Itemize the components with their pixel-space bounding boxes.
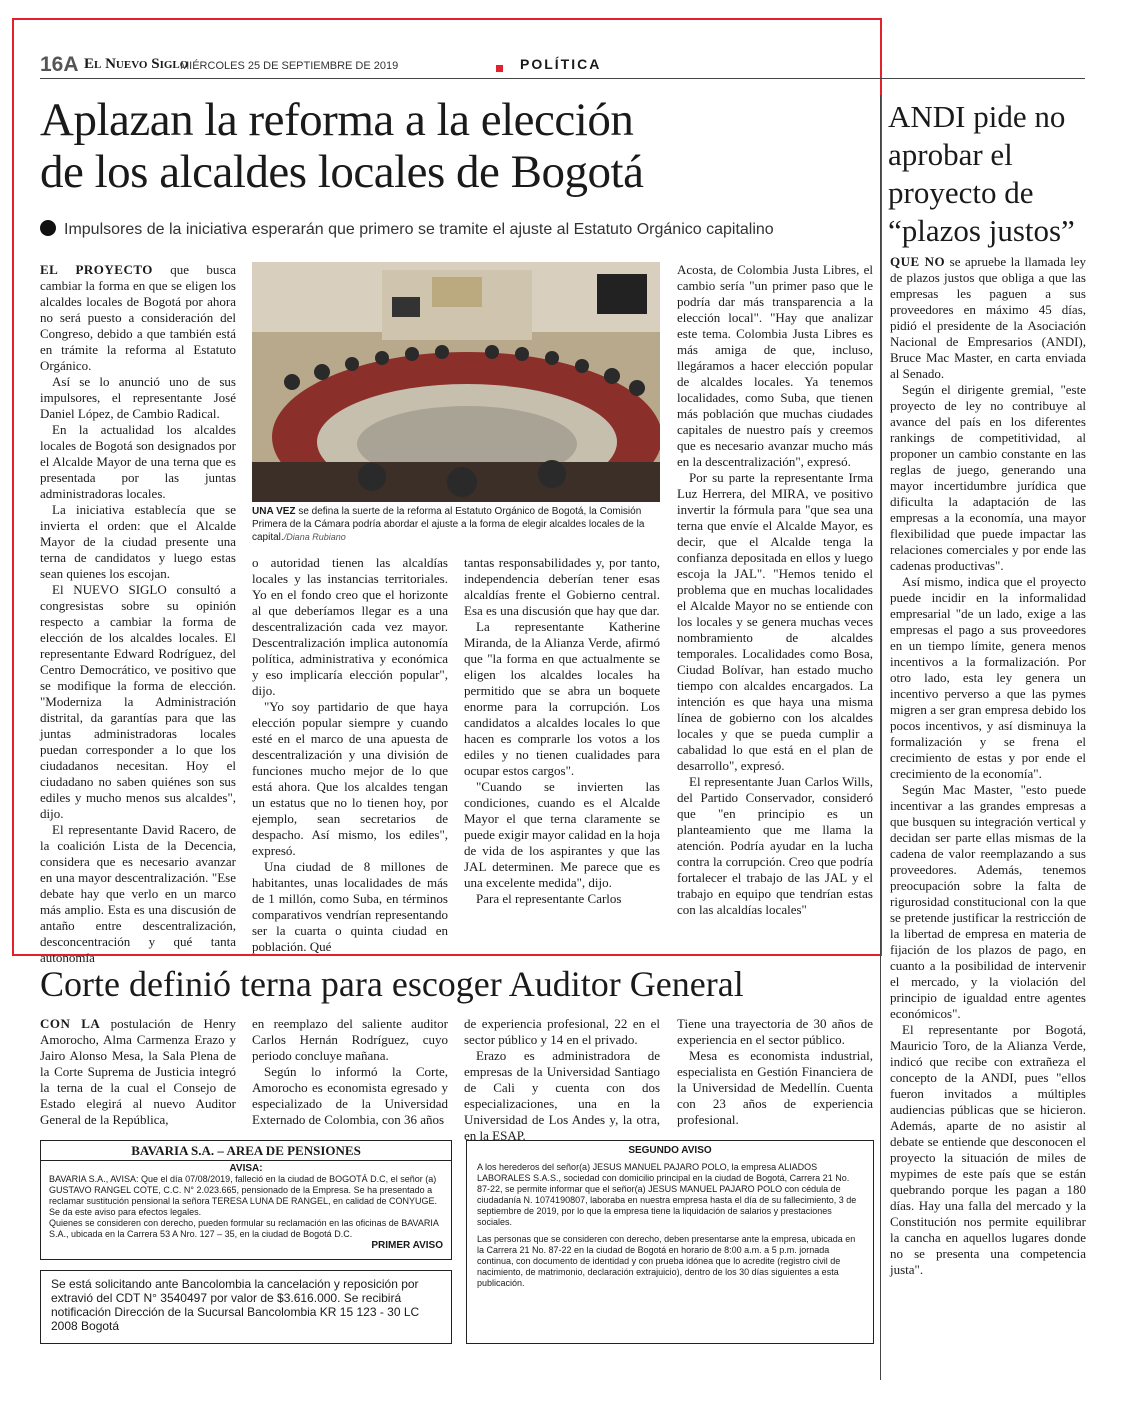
paragraph: La representante Katherine Miranda, de la Alianza Verde, afirmó que "la forma en que actualmente se eligen los alcaldes locales ha permitido que se abra un boquete enorme para la corrupción. Los candidatos a alcaldes locales lo que hacen es comprarle los votos a los ediles y no tienen cualidades para ocupar estos cargos". [464,619,660,778]
side-column [890,254,1086,1278]
caption-text: se defina la suerte de la reforma al Estatuto Orgánico de Bogotá, la Comisión Primera de la Cámara podría abordar el ajuste a la forma de elegir alcaldes locales de la capital. [252,506,645,543]
second-headline: Corte definió terna para escoger Auditor General [40,964,744,1004]
bavaria-notice [40,1140,452,1260]
chamber-photo [252,262,660,502]
paragraph: QUE NO se apruebe la llamada ley de plazos justos que obliga a que las empresas les paguen a sus proveedores en máximo 45 días, pidió el presidente de la Asociación Nacional de Empresarios (ANDI), Bruce Mac Master, en carta enviada al Senado. [890,254,1087,381]
page-number: 16A [40,53,79,76]
paragraph: Según lo informó la Corte, Amorocho es economista egresado y especializado de la Universidad Externado de Colombia, con 36 años [252,1064,448,1127]
main-headline [40,94,870,198]
paragraph: Según el dirigente gremial, "este proyecto de ley no contribuye al avance del país en los diferentes rankings de competitividad, al proponer un cambio constante en las reglas de juego, generando una mayor incertidumbre jurídica que dificulta la adaptación de las empresas a la economía, una mayor flexibilidad que puede impactar las relaciones comerciales y por ende las cadenas productivas". [890,382,1086,573]
paragraph: Para el representante Carlos [476,891,622,906]
bullet-icon [40,220,56,236]
paragraph: El NUEVO SIGLO consultó a congresistas sobre su opinión respecto a cambiar la forma de elección de los alcaldes locales. El representante Edward Rodríguez, del Centro Democrático, ve positivo que se modifique la forma de elección. "Moderniza la Administración distrital, da garantías para que las juntas administradoras locales puedan corresponder a lo que los ciudadanos necesitan. Hoy el ciudadano no saben quiénes son sus ediles y mucho menos sus alcaldes", dijo. [40,582,236,821]
paragraph: Según Mac Master, "esto puede incentivar a las grandes empresas a que busquen su integración vertical y decidan ser parte ellas mismas de la cadena de valor reemplazando a sus proveedores. Además, tenemos preocupación sobre la falta de rigurosidad constitucional con la que se pretende justificar la restricción de la libertad de empresa en materia de fijación de los plazos de pago, en cuanto a la posibilidad de intervenir el mercado, y la violación del principio de igualdad entre agentes económicos". [890,782,1086,1021]
paragraph: Erazo es administradora de empresas de la Universidad Santiago de Cali y cuenta con dos especializaciones, una en la Universidad de Los Andes y, la otra, en la ESAP. [464,1048,660,1143]
main-column-1 [40,262,236,966]
segundo-aviso-notice [466,1140,874,1344]
notice-paragraph: Quienes se consideren con derecho, pueden formular su reclamación en las oficinas de BAVARIA S.A., ubicada en la Carrera 53 A Nro. 127 – 35, en la ciudad de Bogotá D.C. [49,1218,439,1239]
paragraph: CON LA postulación de Henry Amorocho, Alma Carmenza Erazo y Jairo Alonso Mesa, la Sala Plena de la Corte Suprema de Justicia integró la terna de la cual el Consejo de Estado elegirá al nuevo Auditor General de la República, [40,1016,237,1127]
second-column-1 [40,1016,236,1128]
column-divider [880,95,881,1380]
paragraph: Por su parte la representante Irma Luz Herrera, del MIRA, ve positivo invertir la fórmula para "que sea una terna que envíe el Alcalde Mayor, es decir, que el Alcalde tenga la confianza depositada en ellos y luego escoja la JAL". "Hemos tenido el problema que en muchas localidades el Alcalde Mayor no se entiende con los locales y se genera muchas veces nombramiento de alcaldes temporales. Localidades como Bosa, Ciudad Bolívar, han estado mucho tiempo con alcaldes encargados. La intención es que haya una misma línea de gobierno con los alcaldes locales y que se pueda cumplir a cabalidad lo que está en el plan de desarrollo", expresó. [677,470,873,773]
main-column-2 [252,555,448,955]
photo-credit: /Diana Rubiano [283,532,346,542]
section-name: POLÍTICA [520,56,602,72]
paragraph: El representante por Bogotá, Mauricio Toro, de la Alianza Verde, indicó que recibe con extrañeza el concepto de la ANDI, pues "ellos fueron invitados a múltiples audiencias públicas que se hicieron. Además, aparte de no asistir al debate se entiende que desconocen el proyecto la situación de miles de mypimes de este país que se están quebrando porque les pagan a 180 días. Hay una falla del mercado y la Constitución nos permite equilibrar la cancha en aquellos lugares donde no se presenta una competencia justa". [890,1022,1086,1277]
notice-title: BAVARIA S.A. – AREA DE PENSIONES [41,1141,451,1161]
second-column-2 [252,1016,448,1128]
paragraph: Mesa es economista industrial, especialista en Gestión Financiera de la Universidad de Medellín. Cuenta con 23 años de experiencia profesional. [677,1048,873,1127]
paragraph: "Yo soy partidario de que haya elección popular siempre y cuando esté en el marco de una apuesta de descentralización y una división de funciones mucho mejor de lo que está ahora. Que los alcaldes tengan un estatus que no lo tienen hoy, por ejemplo, sean secretarios de despacho. Así mismo, los ediles", expresó. [252,699,448,858]
notice-paragraph: A los herederos del señor(a) JESUS MANUEL PAJARO POLO, la empresa ALIADOS LABORALES S.A.S., sociedad con domicilio principal en la ciudad de Bogotá, Carrera 21 No. 87-22, se permite informar que el señor(a) JESUS MANUEL PAJARO POLO con cédula de ciudadanía N. 1074190807, laboraba en nuestra empresa hasta el día de su fallecimiento, 3 de septiembre de 2019, por lo que la empresa tiene la liquidación de salarios y prestaciones sociales. [477,1162,857,1227]
issue-date: MIÉRCOLES 25 DE SEPTIEMBRE DE 2019 [180,60,399,72]
paragraph: Una ciudad de 8 millones de habitantes, unas localidades de más de 1 millón, como Suba, en términos comparativos vendrían representando ser la cuarta o quinta ciudad en población. Qué [252,859,448,954]
photo-image [252,262,660,502]
paragraph: tantas responsabilidades y, por tanto, independencia deberían tener esas alcaldías frente el Gobierno central. Esa es una discusión que hay que dar. [464,555,660,618]
deck-text: Impulsores de la iniciativa esperarán que primero se tramite el ajuste al Estatuto Orgánico capitalino [64,221,774,238]
lead-in: QUE NO [890,254,946,269]
notice-subtitle: AVISA: [229,1163,263,1174]
paragraph: Tiene una trayectoria de 30 años de experiencia en el sector público. [677,1016,873,1047]
paragraph: EL PROYECTO que busca cambiar la forma en que se eligen los alcaldes locales de Bogotá por ahora no será puesto a consideración del Congreso, debido a que también está en trámite la reforma al Estatuto Orgánico. [40,262,237,373]
paragraph: El representante Juan Carlos Wills, del Partido Conservador, consideró que "en principio es un planteamiento que me llama la atención. Podría ayudar en la lucha contra la corrupción. Creo que podría fortalecer el trabajo de las JAL y el trabajo en equipo que tendrían estas con las alcaldías locales" [677,774,873,917]
paragraph: o autoridad tienen las alcaldías locales y las instancias territoriales. Yo en el fondo creo que el horizonte al que deberíamos llegar es a una descentralización cada vez mayor. Descentralización implica autonomía política, administrativa y económica y eso implicaría elección popular", dijo. [252,555,448,698]
notice-paragraph: Se está solicitando ante Bancolombia la cancelación y reposición por extravió del CDT N° 3540497 por valor de $3.616.000. Se recibirá notificación Dirección de la Sucursal Bancolombia KR 15 123 - 30 LC 2008 Bogotá [51,1277,420,1333]
notice-paragraph: BAVARIA S.A., AVISA: Que el día 07/08/2019, falleció en la ciudad de BOGOTÁ D.C, el señor (a) GUSTAVO RANGEL COTE, C.C. N° 2.023.665, pensionado de la Empresa. Se ha presentado a reclamar sustitución pensional la señora TERESA LUNA DE RANGEL, en calidad de CONYUGE. Se da este aviso para efectos legales. [49,1174,438,1217]
paragraph: El representante David Racero, de la coalición Lista de la Decencia, considera que es necesario avanzar en una mayor descentralización. "Ese debate hay que verlo en un marco más amplio. Esta es una discusión de antaño entre descentralización, desconcentración y qué tanta autonomía [40,822,236,965]
main-column-4 [677,262,873,918]
paragraph: Acosta, de Colombia Justa Libres, el cambio sería "un primer paso que le podría dar más transparencia a la elección local". "Hay que analizar este tema. Colombia Justa Libres es más amiga de que, incluso, llegáramos a hacer elección popular de alcaldes locales. Ya tenemos localidades, como Suba, que tienen más población que muchas ciudades capitales de nuestro país y creemos que es necesario avanzar mucho más en la descentralización", expresó. [677,262,873,469]
headline-line-1: Aplazan la reforma a la elección [40,94,634,146]
second-column-4 [677,1016,873,1128]
caption-lead: UNA VEZ [252,506,296,517]
section-marker-icon [496,65,503,72]
paragraph: Así mismo, indica que el proyecto puede incidir en la informalidad empresarial "de un lado, exige a las empresas el pago a sus proveedores en un tiempo límite, genera menos incentivos a la formalización. Por otro lado, esta ley genera un incentivo perverso a que las pymes migren a ser gran empresa debido los pocos incentivos, y así disminuya la formalización y se frena el crecimiento de estas y por ende el crecimiento de la economía". [890,574,1086,781]
lead-in: CON LA [40,1016,101,1031]
paragraph: En la actualidad los alcaldes locales de Bogotá son designados por el Alcalde Mayor de una terna que es presentada por las juntas administradoras locales. [40,422,236,501]
paragraph: en reemplazo del saliente auditor Carlos Hernán Rodríguez, cuyo periodo concluye mañana. [252,1016,448,1063]
side-headline: ANDI pide no aprobar el proyecto de “plazos justos” [888,99,1075,248]
main-column-3 [464,555,660,907]
lead-in: EL PROYECTO [40,262,153,277]
notice-title: SEGUNDO AVISO [628,1145,712,1156]
second-column-3 [464,1016,660,1144]
paragraph: "Cuando se invierten las condiciones, cuando es el Alcalde Mayor el que terna claramente se puede exigir mayor calidad en la hoja de vida de los aspirantes y que las JAL determinen. Me parece que es una excelente medida", dijo. [464,779,660,890]
main-deck [40,220,880,239]
headline-line-2: de los alcaldes locales de Bogotá [40,146,644,198]
notice-signature: PRIMER AVISO [371,1240,443,1251]
page-header [40,52,1085,79]
notice-paragraph: Las personas que se consideren con derecho, deben presentarse ante la empresa, ubicada en la Carrera 21 No. 87-22 en la ciudad de Bogotá en horario de 8:00 a.m. a 5 p.m. jornada continua, con documento de identidad y con prueba idónea que lo acredite (registro civil de nacimiento, de matrimonio, declaración extrajuicio), dentro de los 30 días siguientes a esta publicación. [477,1234,856,1288]
bancolombia-notice [40,1270,452,1344]
paragraph: de experiencia profesional, 22 en el sector público y 14 en el privado. [464,1016,660,1047]
paragraph: La iniciativa establecía que se invierta el orden: que el Alcalde Mayor de la ciudad presente una terna de candidatos y luego estas sean quienes los escojan. [40,502,236,581]
paragraph: Así se lo anunció uno de sus impulsores, el representante José Daniel López, de Cambio Radical. [40,374,236,421]
photo-caption [252,505,660,544]
newspaper-name: El Nuevo Siglo [84,56,189,72]
